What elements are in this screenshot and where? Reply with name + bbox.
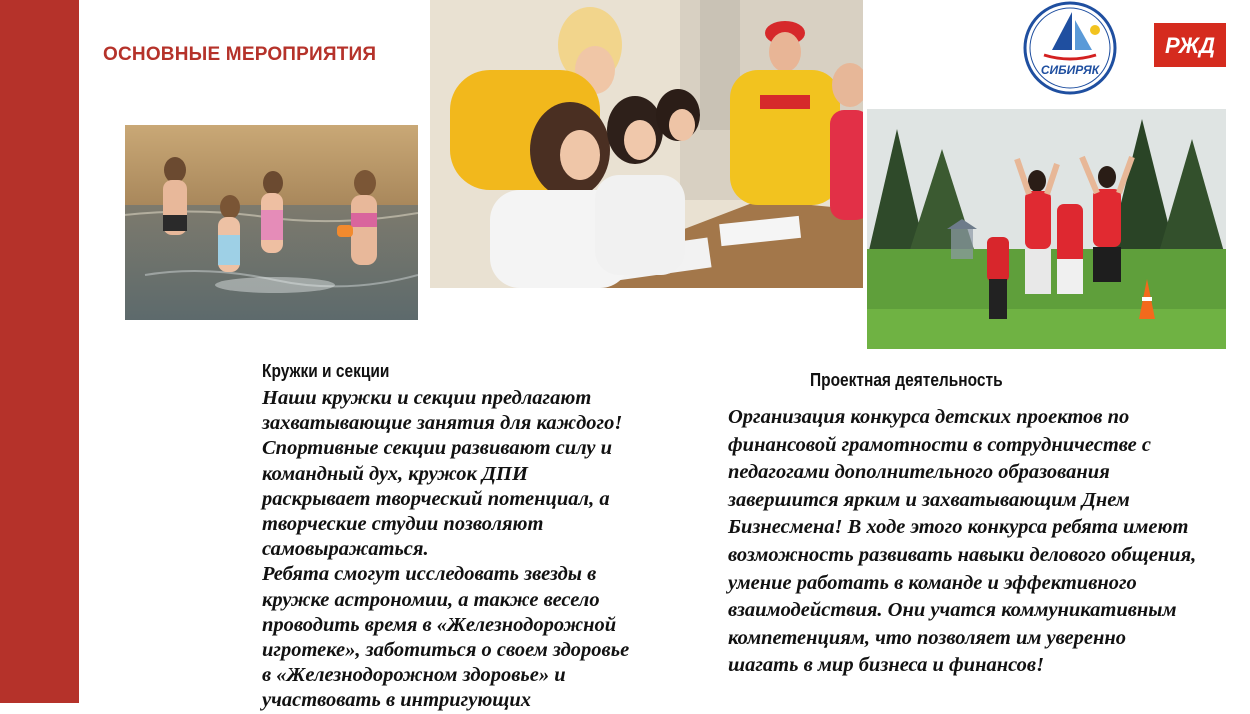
section-text-projects (728, 404, 1250, 680)
text-line: шагать в мир бизнеса и финансов! (728, 654, 1045, 677)
text-line: Наши кружки и секции предлагают (262, 387, 592, 409)
text-line: творческие студии позволяют (262, 513, 544, 536)
sidebar-accent-bar (0, 0, 79, 703)
text-line: Спортивные секции развивают силу и (262, 437, 613, 460)
text-line: педагогами дополнительного образования (728, 461, 1110, 484)
text-line: игротеке», заботиться о своем здоровье (262, 639, 630, 662)
text-line: захватывающие занятия для каждого! (262, 412, 623, 435)
photo-teens-on-field (867, 109, 1226, 349)
page-title: ОСНОВНЫЕ МЕРОПРИЯТИЯ (103, 44, 377, 65)
section-heading-projects: Проектная деятельность (810, 370, 1003, 390)
text-line: возможность развивать навыки делового общения, (728, 543, 1197, 566)
sibiryak-logo-text: СИБИРЯК (1040, 63, 1100, 77)
photo-kids-in-water (125, 125, 418, 320)
text-line: проводить время в «Железнодорожной (262, 613, 617, 636)
photo-teens-at-table (430, 0, 863, 288)
rzd-logo (1154, 23, 1226, 67)
section-text-clubs (262, 386, 682, 714)
text-line: финансовой грамотности в сотрудничестве с (728, 433, 1152, 456)
text-line: компетенциям, что позволяет им уверенно (728, 626, 1126, 649)
text-line: в «Железнодорожном здоровье» и (262, 664, 566, 687)
text-line: умение работать в команде и эффективного (728, 571, 1137, 594)
text-line: кружке астрономии, а также весело (262, 588, 600, 611)
text-line: завершится ярким и захватывающим Днем (728, 488, 1130, 511)
section-heading-clubs: Кружки и секции (262, 361, 390, 381)
sibiryak-logo (1022, 0, 1118, 95)
text-line: раскрывает творческий потенциал, а (262, 487, 610, 510)
text-line: Организация конкурса детских проектов по (728, 406, 1130, 428)
rzd-logo-text: РЖД (1164, 33, 1216, 58)
text-line: взаимодействия. Они учатся коммуникативным (728, 599, 1177, 622)
text-line: участвовать в интригующих (262, 689, 532, 712)
text-line: командный дух, кружок ДПИ (262, 462, 528, 485)
text-line: самовыражаться. (262, 538, 429, 561)
text-line: Бизнесмена! В ходе этого конкурса ребята имеют (728, 516, 1189, 539)
text-line: Ребята смогут исследовать звезды в (262, 563, 597, 586)
